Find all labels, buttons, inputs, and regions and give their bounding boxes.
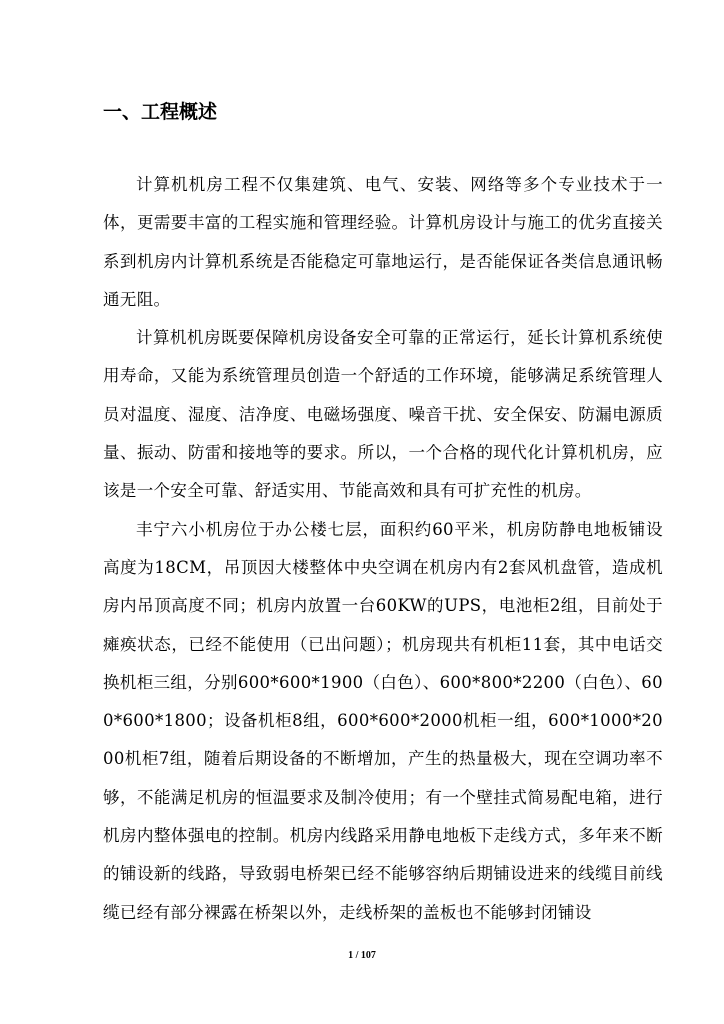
body-text (103, 166, 663, 932)
paragraph-2: 计算机机房既要保障机房设备安全可靠的正常运行，延长计算机系统使用寿命，又能为系统管理员创造一个舒适的工作环境，能够满足系统管理人员对温度、湿度、洁净度、电磁场强度、噪音干扰、安全保安、防漏电源质量、振动、防雷和接地等的要求。所以，一个合格的现代化计算机机房，应该是一个安全可靠、舒适实用、节能高效和具有可扩充性的机房。 (103, 328, 663, 501)
paragraph-1: 计算机机房工程不仅集建筑、电气、安装、网络等多个专业技术于一体，更需要丰富的工程实施和管理经验。计算机房设计与施工的优劣直接关系到机房内计算机系统是否能稳定可靠地运行，是否能保证各类信息通讯畅通无阻。 (103, 175, 663, 309)
paragraph-3: 丰宁六小机房位于办公楼七层，面积约60平米，机房防静电地板铺设高度为18CM，吊顶因大楼整体中央空调在机房内有2套风机盘管，造成机房内吊顶高度不同；机房内放置一台60KW的UPS，电池柜2组，目前处于瘫痪状态，已经不能使用（已出问题）；机房现共有机柜11套，其中电话交换机柜三组，分别600*600*1900（白色）、600*800*2200（白色）、600*600*1800；设备机柜8组，600*600*2000机柜一组，600*1000*2000机柜7组，随着后期设备的不断增加，产生的热量极大，现在空调功率不够，不能满足机房的恒温要求及制冷使用；有一个壁挂式简易配电箱，进行机房内整体强电的控制。机房内线路采用静电地板下走线方式，多年来不断的铺设新的线路，导致弱电桥架已经不能够容纳后期铺设进来的线缆目前线缆已经有部分裸露在桥架以外，走线桥架的盖板也不能够封闭铺设 (103, 519, 663, 922)
page-number: 1 / 107 (348, 950, 376, 961)
section-heading: 一、工程概述 (103, 101, 218, 123)
